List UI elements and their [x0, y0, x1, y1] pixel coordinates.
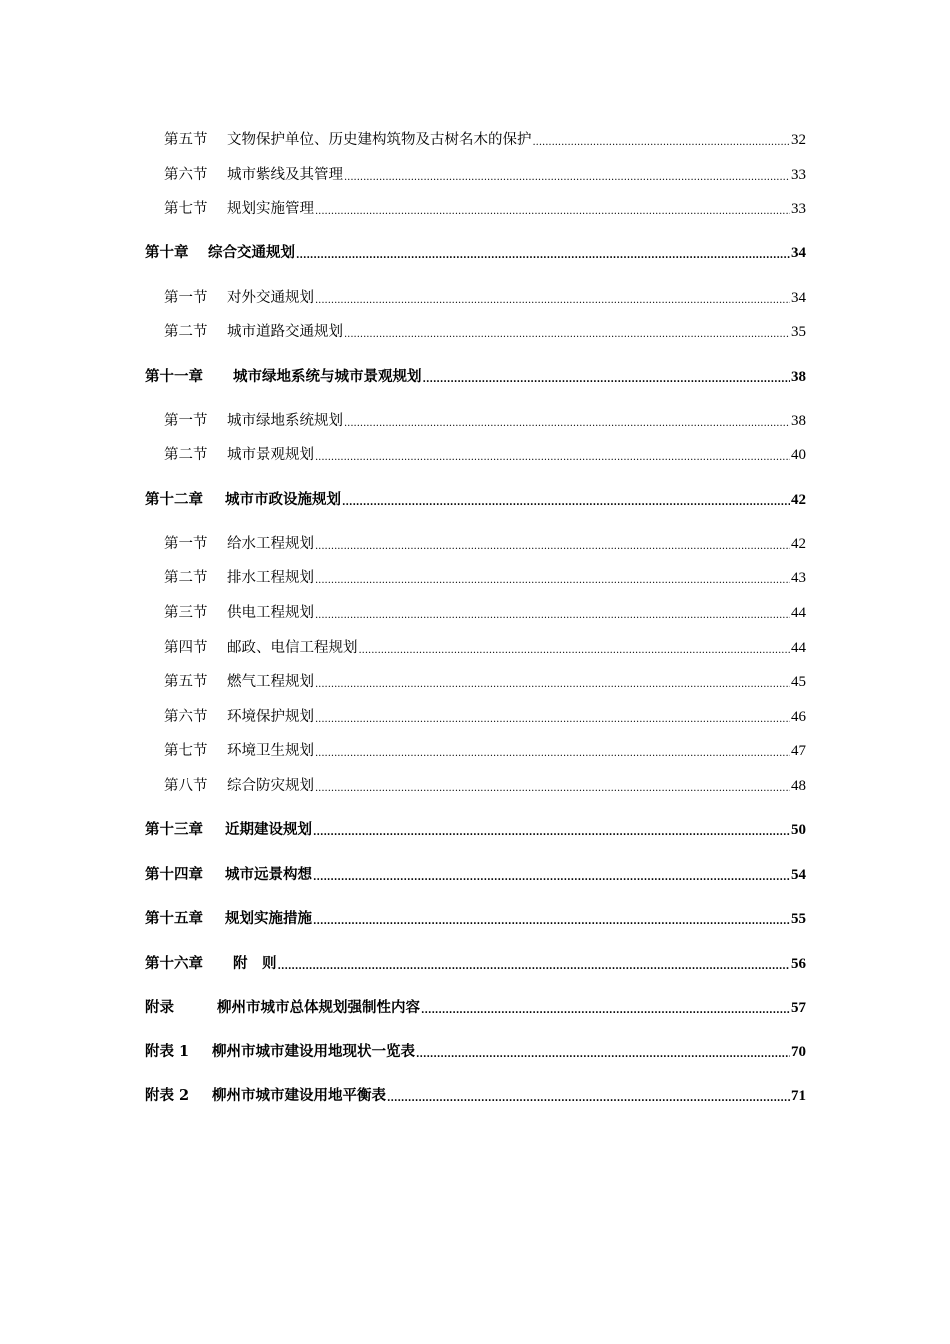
toc-chapter-entry[interactable] — [145, 1084, 806, 1105]
toc-entry-title: 城市绿地系统与城市景观规划 — [233, 368, 422, 385]
toc-entry[interactable] — [164, 286, 806, 307]
toc-entry[interactable] — [164, 197, 806, 218]
toc-entry-number: 第十六章 — [145, 955, 203, 972]
toc-entry-page: 55 — [791, 911, 806, 927]
toc-entry-page: 34 — [791, 245, 806, 261]
toc-entry[interactable] — [164, 409, 806, 430]
toc-entry-title: 对外交通规划 — [227, 290, 314, 306]
toc-entry-title: 近期建设规划 — [225, 821, 312, 838]
toc-entry-number: 第二节 — [164, 447, 208, 463]
toc-entry-number: 第八节 — [164, 778, 208, 794]
toc-entry-page: 57 — [791, 1000, 806, 1016]
toc-entry-number: 第四节 — [164, 640, 208, 656]
toc-entry-number: 附表 2 — [145, 1087, 190, 1104]
toc-entry-page: 70 — [791, 1044, 806, 1060]
toc-entry-title: 城市绿地系统规划 — [227, 413, 343, 429]
toc-entry-number: 第二节 — [164, 570, 208, 586]
toc-chapter-entry[interactable] — [145, 863, 806, 884]
dot-leader — [315, 610, 790, 622]
toc-entry-number: 第十四章 — [145, 866, 203, 883]
toc-entry-page: 33 — [791, 167, 806, 183]
toc-entry-number: 第五节 — [164, 674, 208, 690]
toc-entry-title: 城市道路交通规划 — [227, 324, 343, 340]
toc-entry-page: 42 — [791, 492, 806, 508]
toc-entry-number: 第十三章 — [145, 821, 203, 838]
toc-entry-number: 第二节 — [164, 324, 208, 340]
dot-leader — [387, 1093, 790, 1105]
toc-chapter-entry[interactable] — [145, 952, 806, 973]
toc-entry-title: 环境卫生规划 — [227, 743, 314, 759]
toc-chapter-entry[interactable] — [145, 818, 806, 839]
toc-entry-page: 34 — [791, 290, 806, 306]
toc-entry-title: 供电工程规划 — [227, 605, 314, 621]
toc-entry-title: 给水工程规划 — [227, 536, 314, 552]
toc-entry-title: 城市市政设施规划 — [225, 491, 341, 508]
toc-entry[interactable] — [164, 705, 806, 726]
toc-entry[interactable] — [164, 566, 806, 587]
dot-leader — [313, 916, 790, 928]
toc-entry-title: 柳州市城市建设用地平衡表 — [212, 1087, 386, 1104]
dot-leader — [344, 172, 790, 184]
toc-entry-title: 规划实施管理 — [227, 201, 314, 217]
toc-entry-title: 文物保护单位、历史建构筑物及古树名木的保护 — [227, 132, 532, 148]
dot-leader — [315, 575, 790, 587]
toc-entry-page: 43 — [791, 570, 806, 586]
toc-entry-title: 规划实施措施 — [225, 910, 312, 927]
toc-entry[interactable] — [164, 636, 806, 657]
toc-entry-number: 第十二章 — [145, 491, 203, 508]
dot-leader — [315, 714, 790, 726]
toc-entry-page: 46 — [791, 709, 806, 725]
dot-leader — [315, 452, 790, 464]
toc-entry-page: 44 — [791, 640, 806, 656]
toc-entry[interactable] — [164, 601, 806, 622]
toc-chapter-entry[interactable] — [145, 1040, 806, 1061]
toc-entry-page: 50 — [791, 822, 806, 838]
toc-entry-number: 第五节 — [164, 132, 208, 148]
toc-entry-page: 35 — [791, 324, 806, 340]
dot-leader — [313, 872, 790, 884]
toc-entry-page: 56 — [791, 956, 806, 972]
toc-entry[interactable] — [164, 128, 806, 149]
dot-leader — [533, 137, 791, 149]
toc-entry-page: 32 — [791, 132, 806, 148]
toc-entry[interactable] — [164, 670, 806, 691]
toc-chapter-entry[interactable] — [145, 241, 806, 262]
dot-leader — [315, 783, 790, 795]
dot-leader — [344, 329, 790, 341]
toc-entry-number: 第六节 — [164, 167, 208, 183]
toc-entry-number: 第六节 — [164, 709, 208, 725]
toc-entry-number: 第七节 — [164, 743, 208, 759]
toc-entry-number: 第十章 — [145, 244, 189, 261]
toc-entry-title: 综合防灾规划 — [227, 778, 314, 794]
toc-entry-title: 排水工程规划 — [227, 570, 314, 586]
toc-entry[interactable] — [164, 163, 806, 184]
toc-entry-title: 城市景观规划 — [227, 447, 314, 463]
toc-entry-number: 第一节 — [164, 290, 208, 306]
dot-leader — [315, 206, 790, 218]
toc-entry-number: 第十一章 — [145, 368, 203, 385]
dot-leader — [359, 645, 791, 657]
toc-entry[interactable] — [164, 532, 806, 553]
toc-entry[interactable] — [164, 443, 806, 464]
dot-leader — [315, 541, 790, 553]
toc-chapter-entry[interactable] — [145, 365, 806, 386]
toc-chapter-entry[interactable] — [145, 996, 806, 1017]
toc-entry[interactable] — [164, 774, 806, 795]
toc-entry-title: 燃气工程规划 — [227, 674, 314, 690]
toc-entry-page: 45 — [791, 674, 806, 690]
toc-entry-number: 第七节 — [164, 201, 208, 217]
toc-entry-title: 城市远景构想 — [225, 866, 312, 883]
dot-leader — [421, 1005, 790, 1017]
dot-leader — [423, 374, 791, 386]
toc-entry-title: 环境保护规划 — [227, 709, 314, 725]
dot-leader — [315, 295, 790, 307]
dot-leader — [278, 961, 791, 973]
toc-entry-number: 附表 1 — [145, 1043, 190, 1060]
toc-entry-page: 33 — [791, 201, 806, 217]
toc-entry-number: 附录 — [145, 999, 174, 1016]
toc-entry-number: 第一节 — [164, 536, 208, 552]
toc-entry-title: 柳州市城市建设用地现状一览表 — [212, 1043, 415, 1060]
toc-entry-page: 54 — [791, 867, 806, 883]
toc-entry-number: 第十五章 — [145, 910, 203, 927]
toc-entry[interactable] — [164, 739, 806, 760]
toc-chapter-entry[interactable] — [145, 907, 806, 928]
dot-leader — [342, 497, 790, 509]
toc-entry-page: 40 — [791, 447, 806, 463]
toc-entry-number: 第一节 — [164, 413, 208, 429]
dot-leader — [313, 827, 790, 839]
toc-entry-page: 38 — [791, 413, 806, 429]
dot-leader — [315, 679, 790, 691]
toc-entry-title: 邮政、电信工程规划 — [227, 640, 358, 656]
toc-entry-page: 44 — [791, 605, 806, 621]
toc-entry-title: 城市紫线及其管理 — [227, 167, 343, 183]
toc-entry-title: 柳州市城市总体规划强制性内容 — [217, 999, 420, 1016]
toc-chapter-entry[interactable] — [145, 488, 806, 509]
toc-entry-title: 附 则 — [233, 955, 277, 972]
toc-entry-number: 第三节 — [164, 605, 208, 621]
dot-leader — [296, 250, 790, 262]
toc-entry-page: 38 — [791, 369, 806, 385]
toc-entry-page: 71 — [791, 1088, 806, 1104]
toc-entry[interactable] — [164, 320, 806, 341]
toc-entry-title: 综合交通规划 — [208, 244, 295, 261]
dot-leader — [315, 748, 790, 760]
toc-entry-page: 48 — [791, 778, 806, 794]
toc-entry-page: 42 — [791, 536, 806, 552]
dot-leader — [344, 418, 790, 430]
toc-entry-page: 47 — [791, 743, 806, 759]
dot-leader — [416, 1049, 790, 1061]
